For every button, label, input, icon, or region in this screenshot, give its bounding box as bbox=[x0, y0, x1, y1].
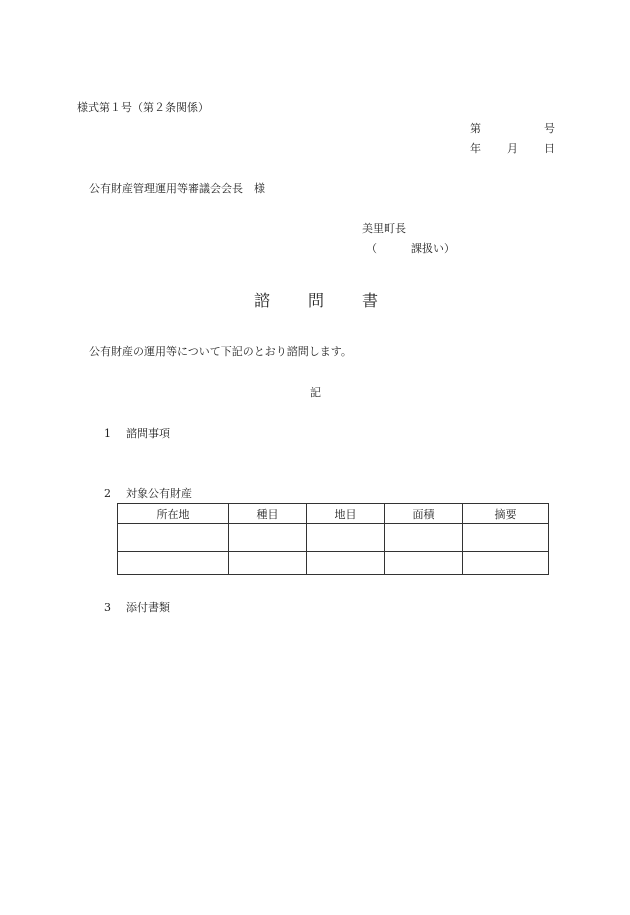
item-2-number: 2 bbox=[104, 487, 111, 500]
table-row bbox=[118, 524, 549, 552]
header-location: 所在地 bbox=[118, 504, 229, 524]
doc-title-char-1: 諮 bbox=[254, 291, 271, 310]
table-cell bbox=[385, 552, 463, 575]
sender-open-paren: （ bbox=[366, 242, 377, 255]
table-cell bbox=[229, 524, 307, 552]
item-3-number: 3 bbox=[104, 601, 111, 614]
header-land-type: 地目 bbox=[307, 504, 385, 524]
table-cell bbox=[307, 524, 385, 552]
table-header-row bbox=[118, 504, 549, 524]
form-label: 様式第１号（第２条関係） bbox=[77, 101, 209, 114]
body-text: 公有財産の運用等について下記のとおり諮問します。 bbox=[89, 345, 352, 358]
item-2-label: 対象公有財産 bbox=[126, 487, 192, 500]
header-remarks: 摘要 bbox=[463, 504, 549, 524]
table-cell bbox=[229, 552, 307, 575]
doc-number-suffix: 号 bbox=[544, 122, 555, 135]
item-1-label: 諮問事項 bbox=[126, 427, 170, 440]
sender-title: 美里町長 bbox=[362, 222, 406, 235]
table-cell bbox=[118, 524, 229, 552]
table-cell bbox=[463, 552, 549, 575]
table-cell bbox=[463, 524, 549, 552]
table-cell bbox=[385, 524, 463, 552]
doc-title-char-2: 問 bbox=[308, 291, 325, 310]
item-1-number: 1 bbox=[104, 427, 111, 440]
date-year: 年 bbox=[470, 142, 481, 155]
doc-number-prefix: 第 bbox=[470, 122, 481, 135]
date-month: 月 bbox=[507, 142, 518, 155]
header-category: 種目 bbox=[229, 504, 307, 524]
table-cell bbox=[118, 552, 229, 575]
doc-title-char-3: 書 bbox=[362, 291, 379, 310]
property-table bbox=[117, 503, 549, 575]
table-cell bbox=[307, 552, 385, 575]
header-area: 面積 bbox=[385, 504, 463, 524]
addressee: 公有財産管理運用等審議会会長 様 bbox=[89, 182, 265, 195]
sender-dept: 課扱い） bbox=[411, 242, 455, 255]
ki-label: 記 bbox=[310, 386, 321, 399]
date-day: 日 bbox=[544, 142, 555, 155]
table-row bbox=[118, 552, 549, 575]
item-3-label: 添付書類 bbox=[126, 601, 170, 614]
